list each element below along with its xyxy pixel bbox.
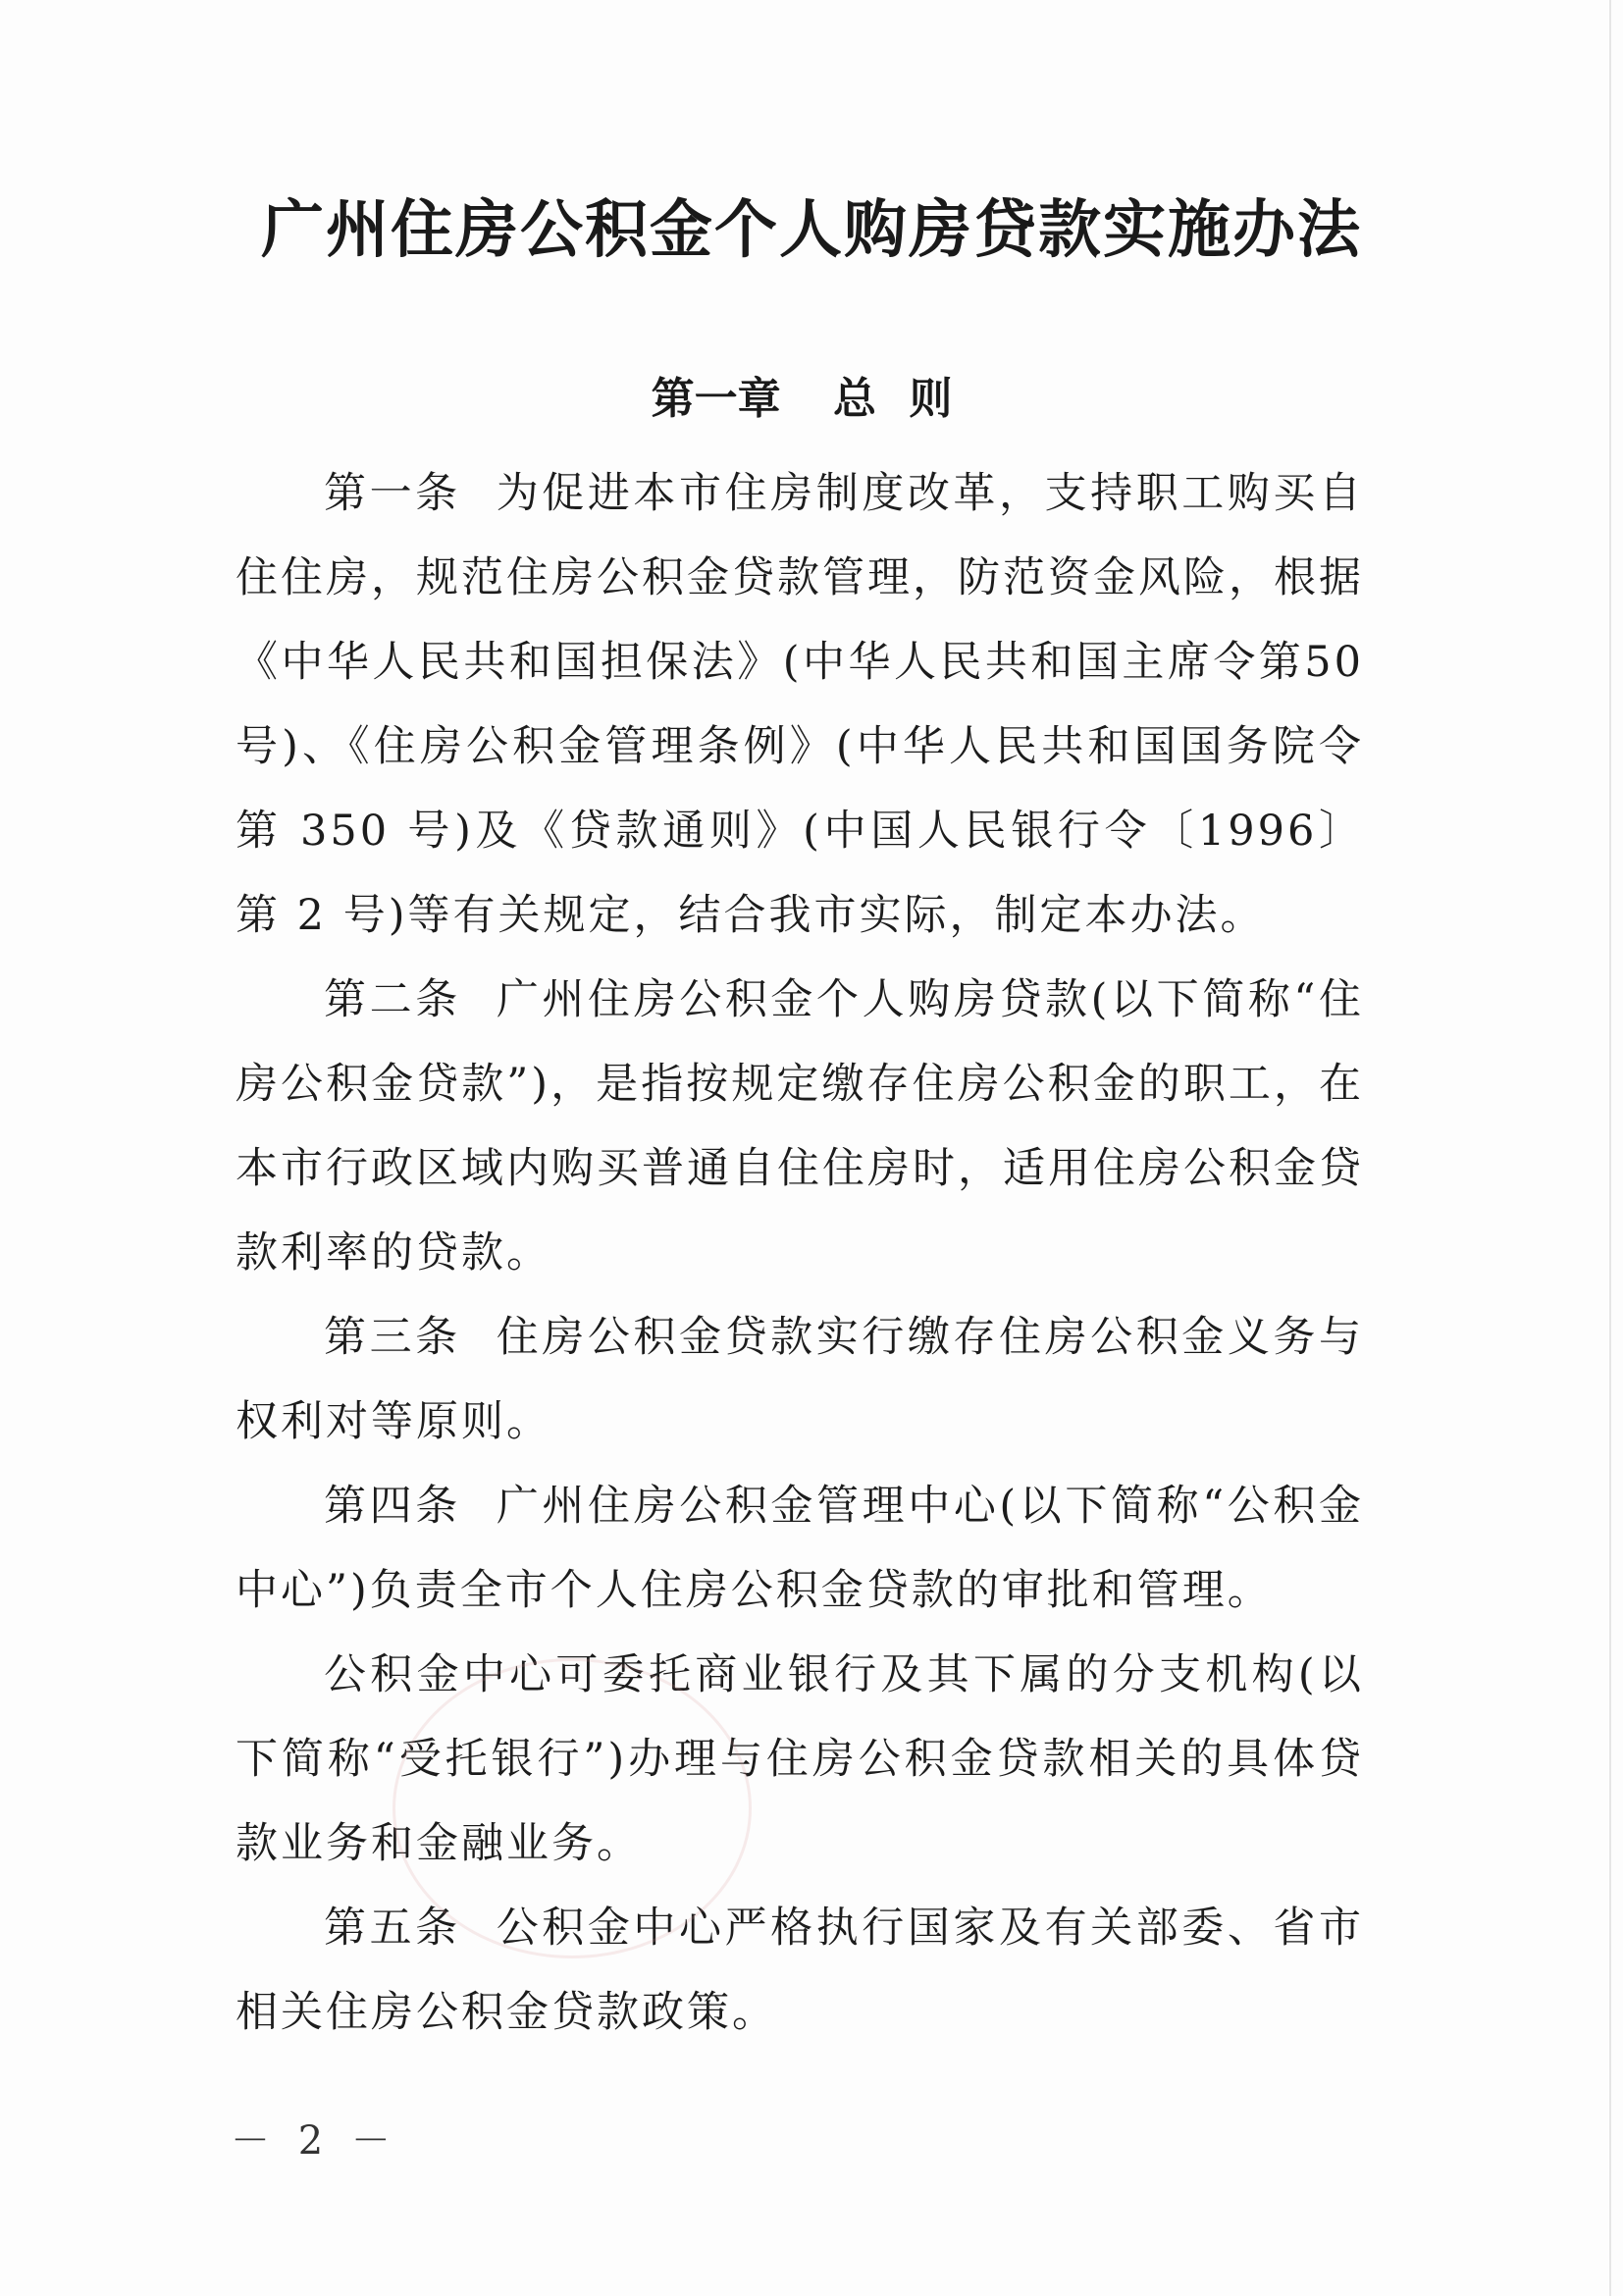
article-2 [236,958,1364,1295]
article-text: 公积金中心严格执行国家及有关部委、省市相关住房公积金贷款政策。 [236,1904,1365,2037]
chapter-label: 第一章 [651,374,781,424]
faint-seal-mark [393,1658,752,1958]
article-5 [236,1886,1364,2055]
article-label: 第二条 [324,975,461,1024]
page-number: － 2 － [231,2118,398,2164]
article-label: 第三条 [324,1313,461,1362]
article-text: 为促进本市住房制度改革，支持职工购买自住住房，规范住房公积金贷款管理，防范资金风险，根据《中华人民共和国担保法》(中华人民共和国主席令第50号)、《住房公积金管理条例》(中华人民共和国国务院令第 350 号)及《贷款通则》(中国人民银行令〔1996〕第 2 号)等有关规定，结合我市实际，制定本办法。 [236,469,1365,940]
article-text: 住房公积金贷款实行缴存住房公积金义务与权利对等原则。 [236,1313,1365,1446]
chapter-heading [0,365,1623,434]
article-label: 第四条 [324,1482,461,1531]
article-label: 第五条 [324,1904,461,1953]
article-4 [236,1464,1364,1633]
article-1 [236,451,1364,958]
document-title: 广州住房公积金个人购房贷款实施办法 [261,193,1362,267]
article-text: 公积金中心可委托商业银行及其下属的分支机构(以下简称“受托银行”)办理与住房公积金贷款相关的具体贷款业务和金融业务。 [236,1650,1364,1868]
page-edge [1609,0,1611,2296]
article-label: 第一条 [324,469,461,518]
article-3 [236,1295,1364,1464]
article-text: 广州住房公积金个人购房贷款(以下简称“住房公积金贷款”)，是指按规定缴存住房公积金的职工，在本市行政区域内购买普通自住住房时，适用住房公积金贷款利率的贷款。 [236,975,1365,1278]
chapter-name: 总 则 [833,374,953,424]
article-text: 广州住房公积金管理中心(以下简称“公积金中心”)负责全市个人住房公积金贷款的审批和管理。 [236,1482,1365,1615]
